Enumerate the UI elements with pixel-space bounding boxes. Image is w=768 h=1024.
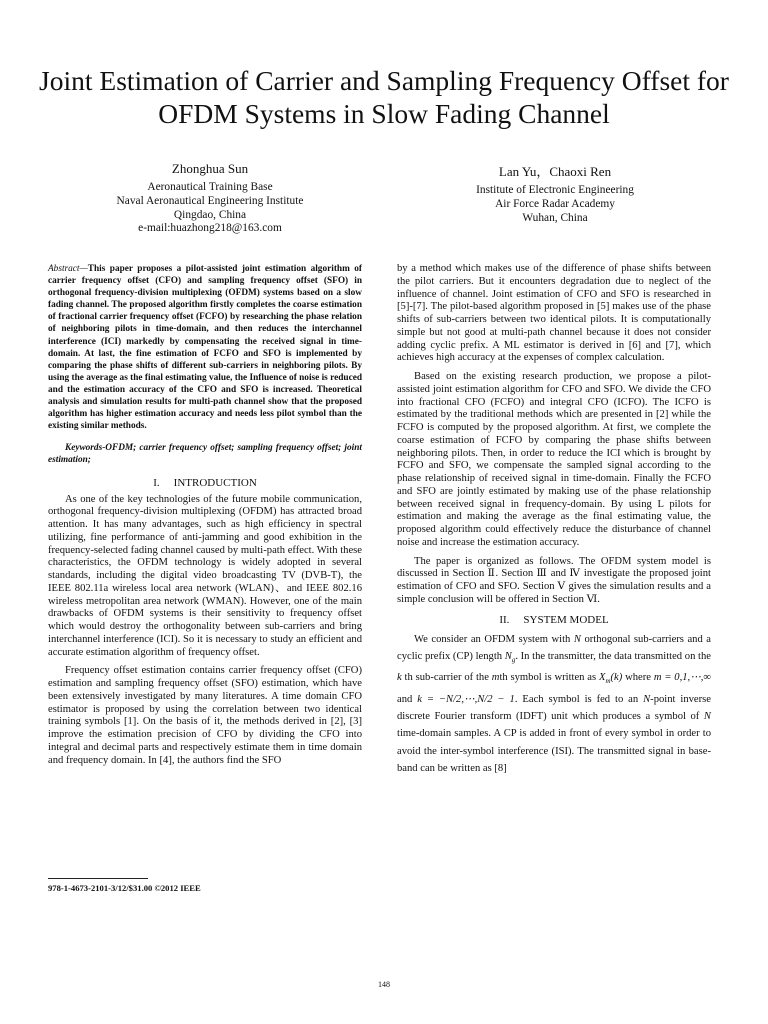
math-symbol: (k) [610,672,623,684]
text-run: We consider an OFDM system with [414,633,571,645]
author-affiliation: Aeronautical Training Base [147,181,273,193]
paragraph: The paper is organized as follows. The OFDM system model is discussed in Section Ⅱ. Section Ⅲ and Ⅳ investigate the proposed joint estimation of CFO and SFO. Section Ⅴ gives the simulation results and a simple conclusion will be offered in Section Ⅵ. [397,555,711,605]
math-subscript: m [605,677,611,686]
abstract-label: Abstract— [48,264,88,274]
author-name: Lan Yu，Chaoxi Ren [498,164,612,179]
paragraph: Frequency offset estimation contains carrier frequency offset (CFO) estimation and sampling frequency offset (SFO) estimation, which have been extensively investigated by many literatures. A time domain CFO estimator is proposed by using the correlation between two identical training symbols [1]. On the basis of it, the methods derived in [2], [3] improve the estimation precision of CFO by dividing the CFO into integral and decimal parts and respectively estimate them in time domain and frequency domain. In [4], the authors find the SFO [48,665,362,766]
paper-title: Joint Estimation of Carrier and Sampling Frequency Offset for OFDM Systems in Slow Fading Channel [39,65,729,129]
section-title: INTRODUCTION [173,476,257,489]
paragraph: Based on the existing research production, we propose a pilot-assisted joint estimation algorithm for CFO and SFO. We divide the CFO into fractional CFO (FCFO) and integral CFO (ICFO). The ICFO is estimated by the traditional methods which are presented in [2] while the FCFO is computed by the proposed algorithm. At first, we complete the coarse estimation of FCFO by comparing the phase shifts between neighboring pilots. Then, in order to reduce the ICI which is brought by FCFO and SFO, we compensate the sampled signal according to the phase relationship of received signal in time-domain. Finally the FCFO and SFO are jointly estimated by making use of the phase relationship between received signal in frequency-domain. By using L pilots for estimation and making the average as the final estimating value, the proposed algorithm could effectively reduce the disturbance of channel noise and increase the estimation accuracy. [397,371,711,548]
math-symbol: N [643,693,651,705]
math-symbol: N [504,650,512,662]
math-symbol: N [703,710,711,722]
text-run: -point inverse discrete Fourier transform (IDFT) unit which produces a symbol of [397,693,711,722]
math-symbol: k [397,672,402,684]
text-run: th sub-carrier of the [404,672,489,684]
author-location: Qingdao, China [173,208,247,221]
section-heading-system-model [397,614,711,627]
text-run: . Each symbol is fed to an [514,693,639,705]
author-affiliation: Institute of Electronic Engineering [476,184,634,196]
text-run: . In the transmitter, the data transmitted on the [515,650,711,662]
text-run: where [625,672,651,684]
page-number: 148 [378,980,390,989]
math-symbol: m [491,672,500,684]
left-column [48,263,362,767]
author-email: e-mail:huazhong218@163.com [138,222,282,235]
section-number: II. [499,613,510,626]
math-expression: m = 0,1,⋯,∞ [653,672,711,684]
paragraph-system-model [397,631,711,778]
text-run: th symbol is written as [499,672,597,684]
footnote-rule [48,878,148,879]
copyright-notice: 978-1-4673-2101-3/12/$31.00 ©2012 IEEE [48,883,201,893]
text-run: orthogonal sub-carriers and a cyclic prefix (CP) length [397,633,711,662]
math-symbol: N [573,633,581,645]
author-name: Zhonghua Sun [171,161,249,176]
section-number: I. [153,476,160,489]
author-block-left [60,160,360,236]
right-column [397,263,711,777]
section-title: SYSTEM MODEL [523,613,609,626]
math-symbol: X [598,672,606,684]
author-block-right [405,163,705,225]
author-affiliation: Air Force Radar Academy [495,197,615,210]
paragraph: As one of the key technologies of the future mobile communication, orthogonal frequency-division multiplexing (OFDM) has attracted broad attention. It has many advantages, such as high efficiency in spectral utilizing, fine performance of anti-jamming and good exhibition in the frequency-selected fading channel caused by multi-path effect. With these characteristics, the OFDM technology is widely adopted in several standards, including the digital video broadcasting TV (DVB-T), the IEEE 802.11a wireless local area network (WLAN)、and IEEE 802.16 wireless metropolitan area network (WMAN). However, one of the main drawbacks of OFDM systems is their sensitivity to frequency offset which would destroy the orthogonality between sub-carriers and bring interchannel interference (ICI). So it is necessary to study an efficient and accurate estimation algorithm of frequency offset. [48,493,362,658]
section-heading-introduction [48,477,362,490]
abstract [48,263,362,432]
keywords: Keywords-OFDM; carrier frequency offset; sampling frequency offset; joint estimation; [48,443,362,466]
author-location: Wuhan, China [522,211,588,224]
paragraph: by a method which makes use of the difference of phase shifts between the pilot carriers. But it encounters degradation due to neglect of the influence of channel. Joint estimation of CFO and SFO is researched in [5]-[7]. The pilot-based algorithm proposed in [5] makes use of the phase shifts of sub-carriers between two identical pilots. It is computationally simple but not good at multi-path channel because it does not consider adding cyclic prefix. A ML estimator is derived in [6] and [7], which achieves high accuracy at the expenses of complex calculation. [397,263,711,364]
math-subscript: g [511,655,516,664]
text-run: and [397,693,413,705]
author-affiliation: Naval Aeronautical Engineering Institute [116,194,304,207]
text-run: time-domain samples. A CP is added in front of every symbol in order to avoid the inter-symbol interference (ISI). The transmitted signal in base-band can be written as [8] [397,728,711,774]
math-expression: k = −N/2,⋯,N/2 − 1 [417,693,515,705]
abstract-text: This paper proposes a pilot-assisted joint estimation algorithm of carrier frequency offset (CFO) and sampling frequency offset (SFO) in orthogonal frequency-division multiplexing (OFDM) systems based on a slow fading channel. The proposed algorithm firstly completes the coarse estimation of fractional carrier frequency offset (FCFO) by researching the phase relation of neighboring pilots in time-domain, and then reduces the interchannel interference (ICI) markedly by compensating the received signal in time-domain. At last, the fine estimation of FCFO and SFO is implemented by comparing the phase shifts of different sub-carriers in neighboring pilots. By using the average as the final estimating value, the Influence of noise is reduced and the estimation accuracy of the CFO and SFO is increased. Theoretical analysis and simulation results for multi-path channel show that the proposed algorithm has higher estimation accuracy and needs less pilot symbol than the existing similar methods. [48,264,362,432]
